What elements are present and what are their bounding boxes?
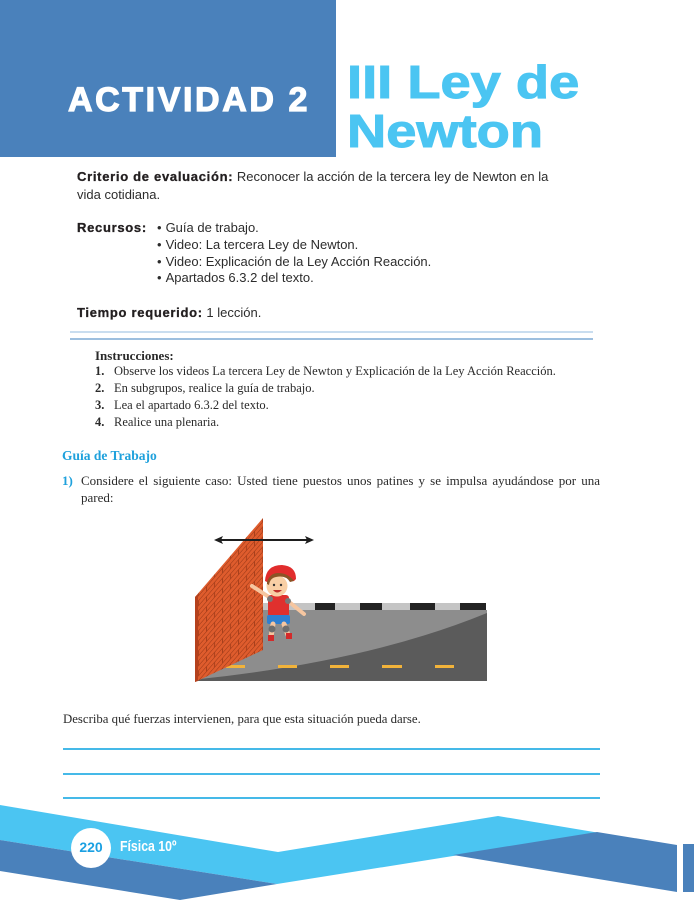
curb-block xyxy=(460,603,486,610)
page-number: 220 xyxy=(79,839,103,855)
instruction-item: 1. Observe los videos La tercera Ley de Newton y Explicación de la Ley Acción Reacción. xyxy=(95,364,556,378)
evaluation-criterion xyxy=(77,168,637,204)
instructions-list xyxy=(95,363,556,431)
page-title-line-1: III Ley de xyxy=(347,56,580,108)
page-title-line-2: Newton xyxy=(347,105,544,157)
resources-list xyxy=(157,220,431,287)
subject-label: Física 10º xyxy=(120,838,177,855)
divider-dark xyxy=(70,338,593,340)
resources-label: Recursos: xyxy=(77,220,147,235)
instructions-title: Instrucciones: xyxy=(95,348,174,363)
instruction-item: 4. Realice una plenaria. xyxy=(95,415,220,429)
double-arrow-icon xyxy=(214,536,314,544)
time-required xyxy=(77,304,261,322)
bullet-icon: • xyxy=(157,270,162,286)
resource-item: • Video: Explicación de la Ley Acción Reacción. xyxy=(157,253,432,269)
question-number: 1) xyxy=(62,473,73,488)
bullet-icon: • xyxy=(157,236,162,252)
resource-item: • Apartados 6.3.2 del texto. xyxy=(157,270,314,286)
page-title xyxy=(347,58,579,156)
footer-edge-tab xyxy=(683,844,694,892)
question-text: Considere el siguiente caso: Usted tiene puestos unos patines y se impulsa ayudándose por una pared: xyxy=(81,473,600,505)
guide-title: Guía de Trabajo xyxy=(62,448,157,463)
time-value: 1 lección. xyxy=(206,305,262,320)
resource-item: • Video: La tercera Ley de Newton. xyxy=(157,236,359,252)
header-banner xyxy=(0,0,336,157)
skater-wall-illustration xyxy=(190,515,490,685)
answer-line xyxy=(63,773,600,775)
activity-label: ACTIVIDAD 2 xyxy=(68,81,311,119)
divider-light xyxy=(70,331,593,333)
answer-line xyxy=(63,797,600,799)
lane-marking xyxy=(330,665,349,668)
time-label: Tiempo requerido: xyxy=(77,305,203,320)
instruction-item: 2. En subgrupos, realice la guía de trabajo. xyxy=(95,381,315,395)
curb-block xyxy=(315,603,335,610)
lane-marking xyxy=(278,665,297,668)
lane-marking xyxy=(435,665,454,668)
curb-block xyxy=(360,603,382,610)
wall-edge xyxy=(195,594,198,682)
criterion-label: Criterio de evaluación: xyxy=(77,169,234,184)
bullet-icon: • xyxy=(157,220,162,235)
lane-marking xyxy=(382,665,402,668)
answer-prompt: Describa qué fuerzas intervienen, para que esta situación pueda darse. xyxy=(63,712,421,726)
answer-line xyxy=(63,748,600,750)
curb-block xyxy=(410,603,435,610)
criterion-text: Reconocer la acción de la tercera ley de Newton en la vida cotidiana. xyxy=(77,169,549,202)
instruction-item: 3. Lea el apartado 6.3.2 del texto. xyxy=(95,398,269,412)
bullet-icon: • xyxy=(157,253,162,269)
resource-item: • Guía de trabajo. xyxy=(157,220,259,235)
resources-section xyxy=(77,220,431,287)
